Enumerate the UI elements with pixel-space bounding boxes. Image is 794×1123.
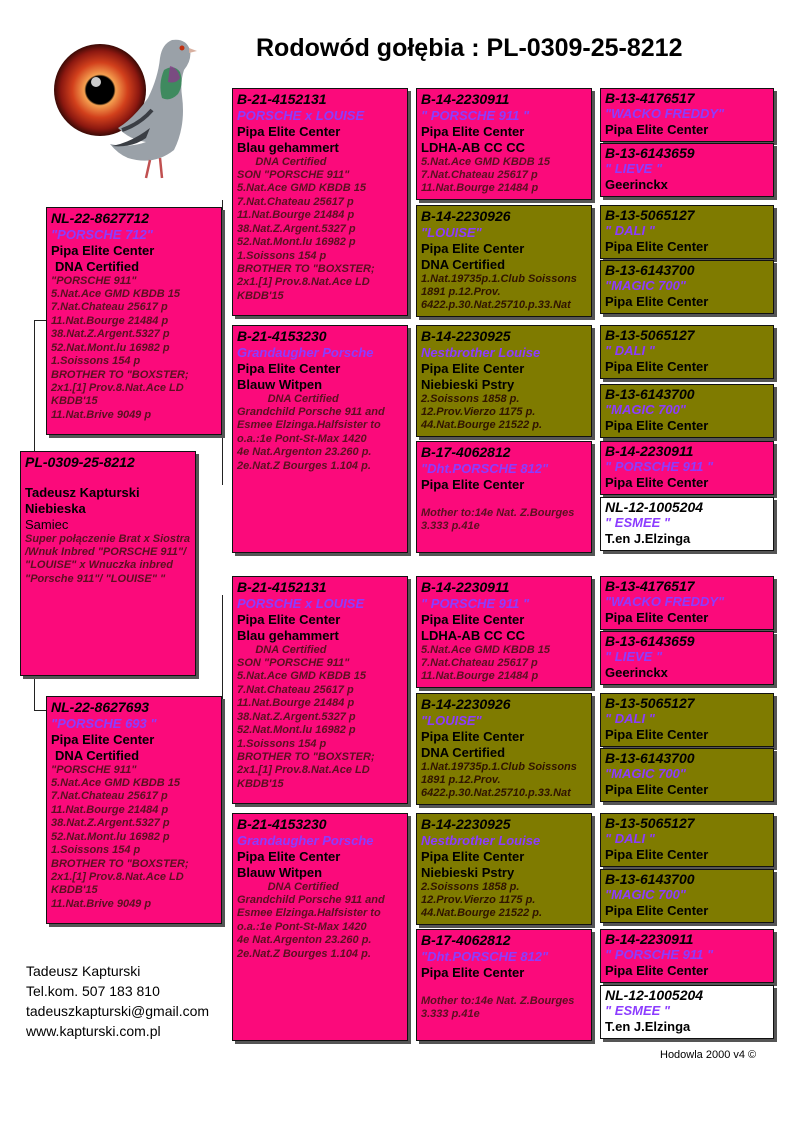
page-title: Rodowód gołębia : PL-0309-25-8212 [256,34,683,62]
connector-line [34,710,46,711]
gggp-owner: T.en J.Elzinga [605,1019,691,1034]
contact-name: Tadeusz Kapturski [26,963,141,979]
ggp-notes: 2.Soissons 1858 p. 12.Prov.Vierzo 1175 p. 44.Nat.Bourge 21522 p. [421,392,543,432]
gggp-ring: B-13-6143700 [605,262,695,278]
ggp-color: LDHA-AB CC CC [421,627,525,643]
great-grandparent-card [416,576,592,688]
gggp-ring: B-14-2230911 [605,931,694,947]
great-great-grandparent-card [600,441,774,495]
connector-line [222,595,223,875]
great-grandparent-card [416,441,592,553]
gggp-ring: B-14-2230911 [605,443,694,459]
gp-notes: DNA Certified SON "PORSCHE 911" 5.Nat.Ace GMD KBDB 15 7.Nat.Chateau 25617 p 11.Nat.Bourge 21484 p 38.Nat.Z.Argent.5327 p 52.Nat.Mont.lu 16982 p 1.Soissons 154 p BROTHER TO "BOXSTER; 2x1.[1] Prov.8.Nat.Ace LD KBDB'15 [237,643,375,790]
gggp-owner: Pipa Elite Center [605,239,709,254]
gggp-name: " DALI " [605,711,655,726]
gggp-owner: Pipa Elite Center [605,610,709,625]
gggp-name: "MAGIC 700" [605,278,686,293]
gggp-name: "WACKO FREDDY" [605,106,725,121]
subject-sex: Samiec [25,516,69,532]
gggp-owner: T.en J.Elzinga [605,531,691,546]
gggp-owner: Pipa Elite Center [605,963,709,978]
father-ring: NL-22-8627712 [51,210,150,226]
mother-dna: DNA Certified [55,747,140,763]
gggp-ring: B-13-5065127 [605,327,695,343]
ggp-owner: Pipa Elite Center [421,240,525,256]
gp-ring: B-21-4152131 [237,91,327,107]
ggp-ring: B-14-2230926 [421,696,511,712]
gp-name: PORSCHE x LOUISE [237,596,365,612]
father-card [46,207,222,435]
gggp-owner: Pipa Elite Center [605,727,709,742]
subject-color: Niebieska [25,500,86,516]
ggp-name: "Dht.PORSCHE 812" [421,461,549,477]
ggp-name: " PORSCHE 911 " [421,108,530,124]
gggp-name: "MAGIC 700" [605,887,686,902]
gggp-owner: Pipa Elite Center [605,475,709,490]
father-notes: "PORSCHE 911" 5.Nat.Ace GMD KBDB 15 7.Nat.Chateau 25617 p 11.Nat.Bourge 21484 p 38.Nat.Z.Argent.5327 p 52.Nat.Mont.lu 16982 p 1.Soissons 154 p BROTHER TO "BOXSTER; 2x1.[1] Prov.8.Nat.Ace LD KBDB'15 11.Nat.Brive 9049 p [51,274,189,421]
gggp-name: " DALI " [605,343,655,358]
gggp-owner: Pipa Elite Center [605,847,709,862]
gggp-owner: Geerinckx [605,177,668,192]
ggp-ring: B-17-4062812 [421,444,511,460]
ggp-color: Niebieski Pstry [421,864,515,880]
great-grandparent-card [416,813,592,925]
father-owner: Pipa Elite Center [51,242,155,258]
grandparent-card [232,576,408,804]
great-great-grandparent-card [600,576,774,630]
gggp-ring: B-13-6143700 [605,871,695,887]
ggp-color: DNA Certified [421,256,506,272]
great-great-grandparent-card [600,693,774,747]
great-great-grandparent-card [600,325,774,379]
gggp-owner: Pipa Elite Center [605,418,709,433]
gggp-name: " PORSCHE 911 " [605,459,714,474]
ggp-ring: B-14-2230926 [421,208,511,224]
gggp-owner: Pipa Elite Center [605,782,709,797]
gggp-ring: B-13-6143700 [605,386,695,402]
ggp-owner: Pipa Elite Center [421,728,525,744]
ggp-notes: Mother to:14e Nat. Z.Bourges 3.333 p.41e [421,506,575,533]
gggp-owner: Pipa Elite Center [605,122,709,137]
ggp-name: Nestbrother Louise [421,833,541,849]
gp-notes: DNA Certified Grandchild Porsche 911 and Esmee Elzinga.Halfsister to o.a.:1e Pont-St-Max 1420 4e Nat.Argenton 23.260 p. 2e.Nat.Z Bourges 1.104 p. [237,392,385,472]
gggp-ring: B-13-4176517 [605,578,695,594]
gggp-name: "MAGIC 700" [605,402,686,417]
gp-owner: Pipa Elite Center [237,360,341,376]
great-great-grandparent-card [600,260,774,314]
ggp-color: DNA Certified [421,744,506,760]
great-great-grandparent-card [600,497,774,551]
ggp-ring: B-17-4062812 [421,932,511,948]
gggp-name: "MAGIC 700" [605,766,686,781]
ggp-notes: 1.Nat.19735p.1.Club Soissons 1891 p.12.Prov. 6422.p.30.Nat.25710.p.33.Nat [421,272,580,312]
ggp-ring: B-14-2230925 [421,328,511,344]
gp-color: Blau gehammert [237,139,339,155]
pigeon-eye-logo [52,30,202,186]
gggp-ring: B-13-6143659 [605,145,695,161]
gp-notes: DNA Certified SON "PORSCHE 911" 5.Nat.Ace GMD KBDB 15 7.Nat.Chateau 25617 p 11.Nat.Bourge 21484 p 38.Nat.Z.Argent.5327 p 52.Nat.Mont.lu 16982 p 1.Soissons 154 p BROTHER TO "BOXSTER; 2x1.[1] Prov.8.Nat.Ace LD KBDB'15 [237,155,375,302]
great-grandparent-card [416,205,592,317]
great-great-grandparent-card [600,869,774,923]
gp-name: PORSCHE x LOUISE [237,108,365,124]
great-great-grandparent-card [600,985,774,1039]
ggp-notes: 2.Soissons 1858 p. 12.Prov.Vierzo 1175 p. 44.Nat.Bourge 21522 p. [421,880,543,920]
mother-owner: Pipa Elite Center [51,731,155,747]
gp-name: Grandaugher Porsche [237,833,374,849]
great-great-grandparent-card [600,813,774,867]
grandparent-card [232,813,408,1041]
subject-pigeon-card [20,451,196,676]
gggp-ring: B-13-6143659 [605,633,695,649]
ggp-name: "LOUISE" [421,713,482,729]
great-great-grandparent-card [600,748,774,802]
gggp-ring: B-13-5065127 [605,207,695,223]
ggp-name: " PORSCHE 911 " [421,596,530,612]
connector-line [222,200,223,485]
gggp-ring: B-13-6143700 [605,750,695,766]
ggp-owner: Pipa Elite Center [421,611,525,627]
gp-name: Grandaugher Porsche [237,345,374,361]
ggp-owner: Pipa Elite Center [421,964,525,980]
great-great-grandparent-card [600,384,774,438]
mother-name: "PORSCHE 693 " [51,716,157,732]
grandparent-card [232,325,408,553]
footer-version: Hodowla 2000 v4 © [660,1049,757,1061]
gggp-ring: B-13-5065127 [605,815,695,831]
contact-website[interactable]: www.kapturski.com.pl [26,1023,161,1039]
ggp-ring: B-14-2230925 [421,816,511,832]
gggp-name: " ESMEE " [605,1003,671,1018]
gggp-ring: NL-12-1005204 [605,987,704,1003]
gggp-ring: NL-12-1005204 [605,499,704,515]
gp-ring: B-21-4153230 [237,328,327,344]
ggp-ring: B-14-2230911 [421,579,510,595]
ggp-notes: Mother to:14e Nat. Z.Bourges 3.333 p.41e [421,994,575,1021]
gp-color: Blauw Witpen [237,376,323,392]
gggp-ring: B-13-5065127 [605,695,695,711]
ggp-notes: 5.Nat.Ace GMD KBDB 15 7.Nat.Chateau 25617 p 11.Nat.Bourge 21484 p [421,155,550,195]
ggp-name: Nestbrother Louise [421,345,541,361]
gggp-name: " PORSCHE 911 " [605,947,714,962]
mother-notes: "PORSCHE 911" 5.Nat.Ace GMD KBDB 15 7.Nat.Chateau 25617 p 11.Nat.Bourge 21484 p 38.Nat.Z.Argent.5327 p 52.Nat.Mont.lu 16982 p 1.Soissons 154 p BROTHER TO "BOXSTER; 2x1.[1] Prov.8.Nat.Ace LD KBDB'15 11.Nat.Brive 9049 p [51,763,189,910]
great-grandparent-card [416,929,592,1041]
ggp-color: Niebieski Pstry [421,376,515,392]
ggp-ring: B-14-2230911 [421,91,510,107]
ggp-owner: Pipa Elite Center [421,476,525,492]
subject-owner: Tadeusz Kapturski [25,485,140,501]
ggp-color: LDHA-AB CC CC [421,139,525,155]
gp-ring: B-21-4153230 [237,816,327,832]
grandparent-card [232,88,408,316]
gggp-owner: Pipa Elite Center [605,359,709,374]
gp-color: Blau gehammert [237,627,339,643]
gp-owner: Pipa Elite Center [237,611,341,627]
gggp-name: "WACKO FREDDY" [605,594,725,609]
ggp-notes: 5.Nat.Ace GMD KBDB 15 7.Nat.Chateau 25617 p 11.Nat.Bourge 21484 p [421,643,550,683]
contact-email[interactable]: tadeuszkapturski@gmail.com [26,1003,210,1019]
ggp-owner: Pipa Elite Center [421,360,525,376]
father-dna: DNA Certified [55,258,140,274]
contact-phone: Tel.kom. 507 183 810 [26,983,160,999]
great-great-grandparent-card [600,205,774,259]
gggp-name: " LIEVE " [605,649,663,664]
gggp-owner: Pipa Elite Center [605,294,709,309]
ggp-name: "LOUISE" [421,225,482,241]
great-great-grandparent-card [600,929,774,983]
ggp-notes: 1.Nat.19735p.1.Club Soissons 1891 p.12.Prov. 6422.p.30.Nat.25710.p.33.Nat [421,760,580,800]
great-great-grandparent-card [600,88,774,142]
gggp-owner: Pipa Elite Center [605,903,709,918]
gp-owner: Pipa Elite Center [237,123,341,139]
gp-ring: B-21-4152131 [237,579,327,595]
gggp-name: " DALI " [605,831,655,846]
great-grandparent-card [416,325,592,437]
gp-owner: Pipa Elite Center [237,848,341,864]
great-great-grandparent-card [600,631,774,685]
connector-line [34,320,46,321]
gp-color: Blauw Witpen [237,864,323,880]
great-great-grandparent-card [600,143,774,197]
gggp-name: " DALI " [605,223,655,238]
gggp-owner: Geerinckx [605,665,668,680]
ggp-owner: Pipa Elite Center [421,123,525,139]
gggp-name: " ESMEE " [605,515,671,530]
ggp-owner: Pipa Elite Center [421,848,525,864]
subject-ring: PL-0309-25-8212 [25,454,135,470]
breeder-contact [26,961,209,1041]
great-grandparent-card [416,88,592,200]
gggp-ring: B-13-4176517 [605,90,695,106]
ggp-name: "Dht.PORSCHE 812" [421,949,549,965]
gggp-name: " LIEVE " [605,161,663,176]
great-grandparent-card [416,693,592,805]
father-name: "PORSCHE 712" [51,227,153,243]
gp-notes: DNA Certified Grandchild Porsche 911 and Esmee Elzinga.Halfsister to o.a.:1e Pont-St-Max 1420 4e Nat.Argenton 23.260 p. 2e.Nat.Z Bourges 1.104 p. [237,880,385,960]
subject-notes: Super połączenie Brat x Siostra /Wnuk Inbred "PORSCHE 911"/ "LOUISE" x Wnuczka inbred "Porsche 911"/ "LOUISE" " [25,532,194,585]
mother-card [46,696,222,924]
mother-ring: NL-22-8627693 [51,699,150,715]
